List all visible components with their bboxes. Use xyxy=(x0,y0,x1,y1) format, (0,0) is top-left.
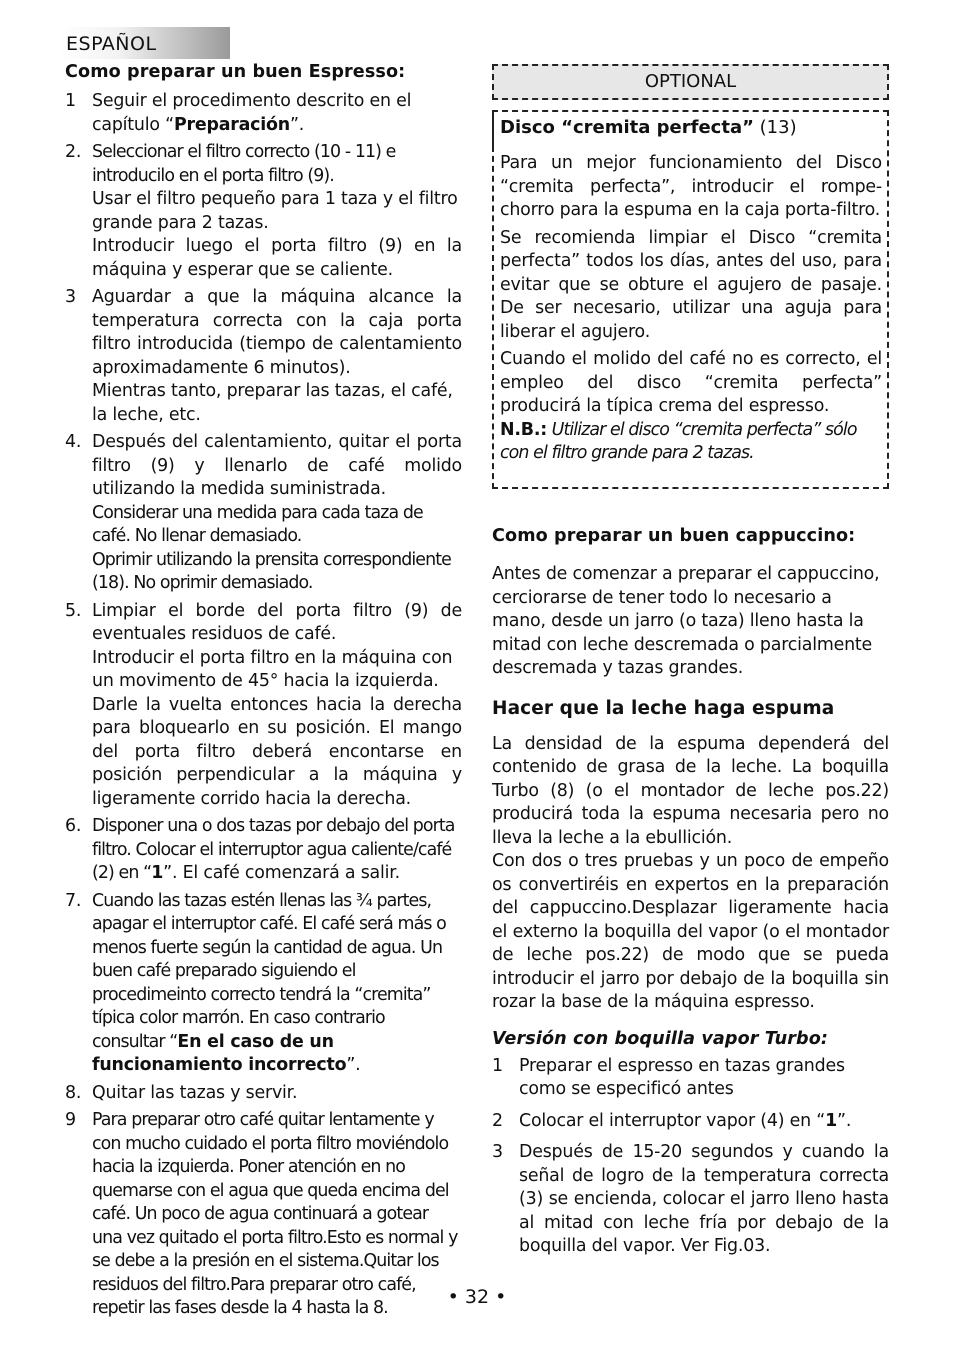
optional-header-top-border xyxy=(492,64,889,66)
right-column xyxy=(492,524,889,1263)
optional-content xyxy=(500,116,882,466)
page-number: • 32 • xyxy=(447,1286,507,1308)
turbo-step-3: 3 Después de 15-20 segundos y cuando la señal de logro de la temperatura correcta (3) se encienda, colocar el jarro lleno hasta al mitad con leche fría por debajo de la boquilla del vapor. Ver Fig.03. xyxy=(492,1142,889,1256)
disc-note: N.B.: Utilizar el disco “cremita perfecta” sólo con el filtro grande para 2 tazas. xyxy=(500,419,857,463)
optional-header xyxy=(492,64,889,100)
optional-header-bottom-border xyxy=(492,98,889,100)
optional-box-right-border xyxy=(887,110,889,489)
espresso-step-9: 9 Para preparar otro café quitar lentamente y con mucho cuidado el porta filtro moviéndolo hacia la izquierda. Poner atención en no quemarse con el agua que queda encima del café. Un poco de agua continuará a gotear una vez quitado el porta filtro.Esto es normal y se debe a la presión en el sistema.Quitar los residuos del filtro.Para preparar otro café, repetir las fases desde la 4 hasta la 8. xyxy=(65,1110,458,1318)
disc-title: Disco “cremita perfecta” (13) xyxy=(500,117,797,138)
language-tab xyxy=(60,27,230,59)
espresso-heading: Como preparar un buen Espresso: xyxy=(65,62,406,82)
turbo-steps xyxy=(492,1055,889,1259)
turbo-step-2: 2 Colocar el interruptor vapor (4) en “1”. xyxy=(492,1110,852,1131)
espresso-step-7: 7. Cuando las tazas estén llenas las ¾ partes, apagar el interruptor café. El café será más o menos fuerte según la cantidad de agua. Un buen café preparado siguiendo el procedimeinto correcto tendrá la “cremita” típica color marrón. En caso contrario consultar “En el caso de un funcionamiento incorrecto”. xyxy=(65,890,446,1075)
disc-para-1: Para un mejor funcionamiento del Disco “cremita perfecta”, introducir el rompe-chorro para la espuma en la caja porta-filtro. xyxy=(500,153,882,220)
disc-para-2: Se recomienda limpiar el Disco “cremita perfecta” todos los días, antes del uso, para evitar que se obture el agujero de pasaje. De ser necesario, utilizar una aguja para liberar el agujero. xyxy=(500,227,882,342)
cappuccino-heading: Como preparar un buen cappuccino: xyxy=(492,526,856,546)
espresso-step-5: 5. Limpiar el borde del porta filtro (9) de eventuales residuos de café. Introducir el porta filtro en la máquina con un movimento de 45° hacia la izquierda. Darle la vuelta entonces hacia la derecha para bloquearlo en su posición. El mango del porta filtro deberá encontarse en posición perpendicular a la máquina y ligeramente corrido hacia la derecha. xyxy=(65,600,462,809)
turbo-heading: Versión con boquilla vapor Turbo: xyxy=(492,1028,829,1049)
turbo-step-1: 1 Preparar el espresso en tazas grandes como se especificó antes xyxy=(492,1055,845,1099)
espresso-step-4: 4. Después del calentamiento, quitar el porta filtro (9) y llenarlo de café molido utilizando la medida suministrada. Considerar una medida para cada taza de café. No llenar demasiado. Oprimir utilizando la prensita correspondiente (18). No oprimir demasiado. xyxy=(65,432,462,593)
language-label: ESPAÑOL xyxy=(66,33,157,55)
espresso-step-3: 3 Aguardar a que la máquina alcance la temperatura correcta con la caja porta filtro introducida (tiempo de calentamiento aproximadamente 6 minutos). Mientras tanto, preparar las tazas, el café, la leche, etc. xyxy=(65,287,462,425)
foam-para-2: Con dos o tres pruebas y un poco de empeño os convertiréis en expertos en la preparación del cappuccino.Desplazar ligeramente hacia el externo la boquilla del vapor (o el montador de leche pos.22) de modo que se pueda introducir el jarro por debajo de la boquilla sin rozar la base de la máquina espresso. xyxy=(492,851,889,1012)
optional-box-bottom-border xyxy=(492,487,889,489)
cappuccino-intro: Antes de comenzar a preparar el cappuccino, cerciorarse de tener todo lo necesario a mano, desde un jarro (o taza) lleno hasta la mitad con leche descremada o parcialmente descremada y tazas grandes. xyxy=(492,564,880,678)
foam-heading: Hacer que la leche haga espuma xyxy=(492,697,835,719)
optional-box-top-border xyxy=(492,110,889,112)
disc-para-3: Cuando el molido del café no es correcto, el empleo del disco “cremita perfecta” producirá la típica crema del espresso. xyxy=(500,349,882,416)
espresso-step-2: 2. Seleccionar el filtro correcto (10 - 11) e introducilo en el porta filtro (9). Usar el filtro pequeño para 1 taza y el filtro grande para 2 tazas. Introducir luego el porta filtro (9) en la máquina y esperar que se caliente. xyxy=(65,142,462,280)
optional-box-left-border xyxy=(492,146,494,489)
optional-disc-box xyxy=(492,110,889,490)
espresso-step-1: 1 Seguir el procedimento descrito en el capítulo “Preparación”. xyxy=(65,91,412,135)
espresso-step-8: 8. Quitar las tazas y servir. xyxy=(65,1082,298,1103)
foam-para-1: La densidad de la espuma dependerá del contenido de grasa de la leche. La boquilla Turbo (8) (o el montador de leche pos.22) producirá toda la espuma necesaria pero no lleva la leche a la ebullición. xyxy=(492,733,889,848)
espresso-step-6: 6. Disponer una o dos tazas por debajo del porta filtro. Colocar el interruptor agua caliente/café (2) en “1”. El café comenzará a salir. xyxy=(65,816,455,883)
optional-label: OPTIONAL xyxy=(644,71,737,92)
espresso-steps xyxy=(65,90,462,1321)
left-column xyxy=(65,60,462,1325)
optional-box-left-border-solid xyxy=(492,110,494,146)
